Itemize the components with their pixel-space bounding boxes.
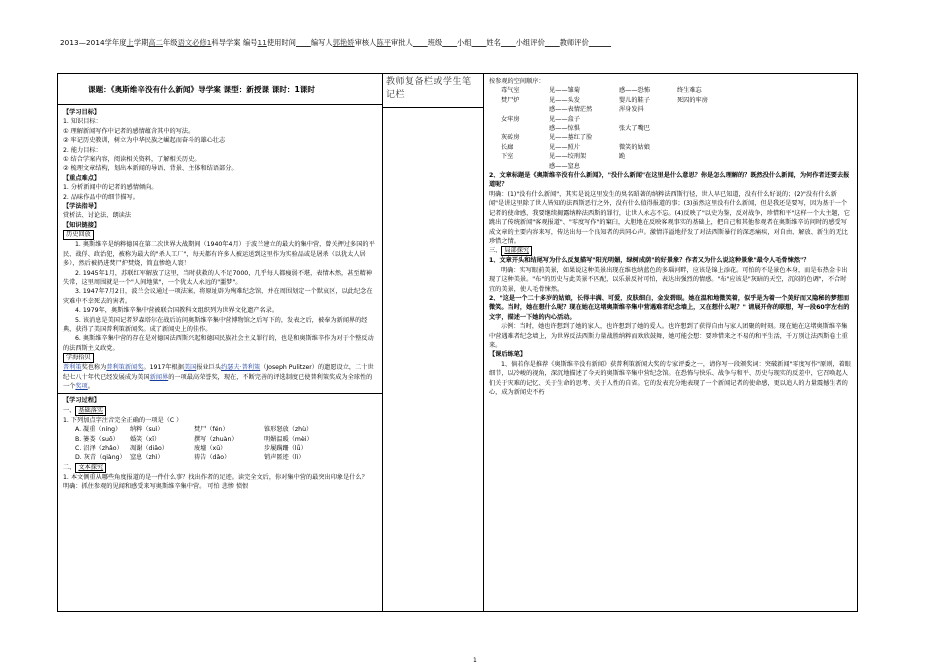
history-paragraph: 6. 奥斯维辛集中营的存在是对德国法西斯兴起和德国民族社会主义罪行的，也是和奥斯维辛作为对于个整反动的法西斯主义政党。 — [63, 335, 374, 352]
header-part: 2013—2014学年度 — [60, 38, 127, 47]
header-part: ____ — [500, 38, 516, 47]
poem-cell — [677, 152, 852, 161]
section-label — [63, 230, 377, 240]
process-title: 【学习过程】 — [63, 397, 101, 405]
poem-cell: 浑身发抖 — [619, 106, 644, 114]
option-cell: A. 凝重（níng） — [75, 426, 122, 434]
poem-cell: 感——恐怖 — [619, 87, 650, 95]
poem-cell: 见——雏菊 — [549, 87, 580, 95]
question-4: 1、文章开头和结尾写为什么反复描写"阳光明媚，绿树成荫"的好景象？作者又为什么说这种景象"最令人毛骨悚然"？ — [489, 257, 810, 265]
header-part: ____ — [412, 38, 428, 47]
header-part: 陈平 — [376, 38, 392, 47]
local-num: 三、 — [489, 247, 502, 255]
header-part: 上 — [126, 38, 134, 47]
text-line: ② 梳理文章结构，划出本新闻的导语、背景、主体和结语部分。 — [63, 165, 238, 173]
text-line: 【学法指导】 — [63, 203, 101, 211]
poem-cell: 见——绞刑架 — [549, 153, 587, 161]
text-line: 1. 分析新闻中的记者的感情倾向。 — [63, 184, 158, 192]
answer-2: 明确：抓住参观的见闻和感受来写奥斯维辛集中营。 可怕 悲惨 愤恨 — [63, 483, 249, 491]
left-column — [57, 73, 383, 612]
option-row — [63, 444, 377, 453]
header-part: 语文必修1 — [177, 38, 212, 47]
header-part: 小组 — [457, 38, 472, 47]
poem-row — [489, 133, 852, 142]
header-part: 小组评价 — [515, 38, 545, 47]
poem-cell: 灰砖房 — [501, 134, 520, 142]
poem-cell: 终生难忘 — [677, 87, 702, 95]
text-line: 【学习目标】 — [63, 109, 101, 116]
local-box: 局部探究 — [501, 246, 532, 256]
poem-cell: 见——墓红了脸 — [549, 134, 593, 142]
option-cell: C. 沼泽（zhǎo） — [75, 445, 123, 452]
pulitzer-part: 的一项最高荣誉奖，现在，不断完善的评选制度已使普利策奖成为全球性的一个 — [63, 373, 373, 390]
practice-title: 【课后练笔】 — [489, 351, 527, 359]
pulitzer-part: 约瑟夫·普利策 — [221, 364, 261, 372]
poem-row — [489, 105, 852, 114]
poem-cell — [677, 115, 852, 124]
text-box: 文本探究 — [75, 463, 106, 473]
poem-cell — [677, 133, 852, 142]
pulitzer-label: 学海拾贝 — [63, 353, 94, 363]
header-part: 11 — [257, 38, 267, 47]
header-part: ____ — [442, 38, 458, 47]
history-paragraph: 4. 1979年，奥斯维辛集中营被联合国教科文组织列为世界文化遗产名录。 — [75, 307, 279, 315]
poem-cell: 见——盒子 — [549, 115, 580, 123]
poem-cell — [677, 105, 852, 114]
option-cell: B. 篓娄（suō） — [75, 435, 119, 443]
poem-cell: 婴儿的鞋子 — [619, 96, 650, 104]
poem-cell: 死囚的牢房 — [677, 96, 708, 104]
pulitzer-part: （Joseph Pulitzer）的遗愿设立，二十世纪七八十年代已经发展成为美国 — [63, 364, 374, 381]
lesson-title: 课题：《奥斯维辛没有什么新闻》导学案 课型：新授课 课时：1课时 — [58, 74, 382, 105]
question-2: 1. 本文侧重从哪些角度报道的是一件什么事？找出作者的足迹。读完全文后，你对集中营的最突出印象是什么？ — [63, 473, 368, 481]
pulitzer-part: 新闻界 — [149, 373, 169, 381]
poem-cell: 见——照片 — [549, 143, 580, 151]
header-part: 科导学案 编号 — [211, 38, 258, 47]
option-row — [63, 425, 377, 434]
poem-cell — [501, 105, 549, 114]
text-line: ② 牢记历史教训，树立为中华民族之崛起而奋斗的雄心壮志 — [63, 137, 226, 145]
left-body — [58, 105, 382, 611]
poem-cell — [677, 143, 852, 152]
answer-5: 示例：当时，她也许想到了她的家人，也许想到了她的爱人。也许想到了获得自由与家人团聚的时刻。现在她在这堵奥斯维辛集中营遇难者纪念墙上，为世界反法西斯力量战胜纳粹而欢欣鼓舞，她可能会想：要珍惜来之不易的和平生活，千万别让法西斯卷土重来。 — [489, 323, 848, 349]
poem-cell — [619, 115, 677, 124]
option-cell: 凋谢（diāo） — [130, 445, 168, 452]
poem-row — [489, 143, 852, 152]
option-cell: 废墟（xū） — [194, 445, 227, 452]
notes-title: 教师复备栏或学生笔记栏 — [386, 77, 472, 100]
pulitzer-part: 。 — [87, 382, 94, 390]
history-paragraph: 3. 1947年7月2日，波兰会议通过一项法案，将原址辟为殉难纪念馆，并在周围划定一个默哀区，以此纪念在灾难中不幸死去的害者。 — [63, 288, 373, 305]
answer-4: 明确：实写眼前美景，如果说这种美景出现在维也纳蓝色的多瑙河畔，应该是锦上添花。可怕的不是景色本身，而是布热金卡出现了这种美景。"布"的历史与此美景不匹配，以乐景反衬可怕，表达出强烈的情感。"布"应该是"灰暗的天空，沉闷的色调"，不合时宜的美景，使人毛骨悚然。 — [489, 266, 848, 293]
header-part: ______ — [588, 38, 612, 47]
poem-cell: 下室 — [501, 153, 514, 161]
header-part: 郭艳娇 — [332, 38, 355, 47]
option-cell: 焚尸（fén） — [194, 426, 229, 434]
history-paragraph: 5. 该消息是美国记者罗森塔尔在战后访问奥斯维辛集中营博物馆之后写下的，发表之后，被奉为新闻界的经典，获得了美国普利策新闻奖。成了新闻史上的佳作。 — [63, 316, 368, 333]
header-part: ____ — [471, 38, 487, 47]
poem-row — [489, 162, 852, 171]
pulitzer-paragraph — [63, 363, 377, 391]
poem-cell: 长廊 — [501, 143, 514, 151]
text-heading — [63, 463, 377, 473]
option-cell: 撰写（zhuàn） — [194, 435, 238, 443]
pulitzer-part: 。1917年根据 — [143, 364, 184, 372]
poem-row — [489, 152, 852, 161]
basic-box: 基础落实 — [75, 406, 106, 416]
local-heading — [489, 246, 852, 256]
text-line: 1. 知识目标： — [63, 118, 102, 126]
poem-cell: 感——窒息 — [549, 162, 580, 170]
option-cell: 纳粹（suì） — [130, 426, 164, 434]
option-cell: 步履蹒跚（lǚ） — [264, 445, 307, 452]
header-part: 姓名 — [486, 38, 501, 47]
poem-cell — [677, 124, 852, 133]
pulitzer-part: 报业巨头 — [196, 364, 222, 372]
poem-row — [489, 86, 852, 95]
history-paragraph: 1. 奥斯维辛是纳粹德国在第二次世界大战期间（1940年4月）于波兰建立的最大的集中营，曾关押过多国的平民、战俘、政治犯，被称为最大的"杀人工厂"，每天都有许多人被运送到这里作为实验品或是屠杀（以犹太人居多），然后被扔进焚尸炉焚烧，简直惨绝人寰！ — [63, 241, 375, 268]
pulitzer-part: 美国 — [183, 364, 197, 372]
option-cell: D. 灰青（qiàng） — [75, 454, 126, 462]
option-row — [63, 435, 377, 444]
text-line: 赏析法、讨论法、朗读法 — [63, 212, 132, 220]
option-cell: 婚笑（xī） — [130, 435, 161, 443]
right-column — [484, 73, 858, 612]
poem-cell: 跪 — [619, 153, 626, 161]
notes-column — [382, 73, 484, 612]
poem-row — [489, 124, 852, 133]
text-line: 2. 能力目标： — [63, 146, 102, 154]
history-paragraph: 2. 1945年1月，苏联红军解放了这里，当时获救的人不足7000，几乎每人都瘦弱不堪，表情木然，甚至精神失常，这里周围就是一个"人间地狱"，一个犹太人永远的"噩梦"。 — [63, 269, 372, 286]
header-part: 审批人 — [391, 38, 413, 47]
text-line: 【知识链接】 — [63, 221, 101, 229]
text-line: ① 理解新闻写作中记者的感情蕴含其中的写法。 — [63, 127, 195, 135]
header-part: 学期 — [133, 38, 149, 47]
poem-row — [489, 96, 852, 105]
poem-cell: 感——惊惧 — [549, 125, 580, 133]
header-part: 审核人 — [354, 38, 377, 47]
poem-cell: 张大了嘴巴 — [619, 125, 650, 133]
text-line: ① 结合学案内容，阅读相关资料，了解相关历史。 — [63, 156, 201, 164]
poem-row — [489, 115, 852, 124]
question-5: 2、"这是一个二十多岁的姑娘，长得丰满、可爱，皮肤细白，金发碧眼。她在温和地微笑着，似乎是为着一个美好而又隐秘的梦想而微笑。当时，她在想什么呢？现在她在这堵奥斯维辛集中营遇难者纪念墙上，又在想什么呢？" 请展开你的联想，写一段60字左右的文字，描述一下她的内心活动。 — [489, 294, 850, 321]
header-part: 高二 — [148, 38, 163, 47]
pulitzer-part: 普利策新闻奖 — [106, 364, 144, 372]
notes-divider — [382, 107, 483, 108]
pulitzer-part: 奖也称为 — [81, 364, 107, 372]
poem-cell: 焚尸炉 — [501, 96, 520, 104]
order-title: 按参观的空间顺序： — [489, 78, 545, 85]
text-line: 【重点难点】 — [63, 174, 101, 182]
text-line: 2. 品味作品中的细节描写。 — [63, 193, 139, 201]
poem-cell — [501, 162, 549, 171]
header-part: ____ — [296, 38, 311, 47]
header-part: ____ — [544, 38, 560, 47]
poem-cell — [501, 124, 549, 133]
pulitzer-part: 奖项 — [75, 382, 88, 390]
question-1: 1. 下列加点字注音完全正确的一项是（C ） — [63, 416, 183, 424]
divider — [58, 393, 382, 394]
poem-cell — [677, 162, 852, 171]
right-body — [484, 74, 857, 610]
header-part: 班级 — [427, 38, 443, 47]
poem-cell: 女牢房 — [501, 115, 520, 123]
header-part: 教师评价 — [559, 38, 589, 47]
document-header — [60, 38, 890, 48]
pulitzer-part: 普利策 — [63, 364, 82, 372]
header-part: 使用时间 — [266, 38, 297, 47]
option-cell: 锥形怒放（zhù） — [264, 426, 313, 434]
option-cell: 祷告（dǎo） — [194, 454, 231, 462]
section-label — [63, 353, 377, 363]
poem-cell — [619, 162, 677, 171]
text-num: 二、 — [63, 463, 76, 471]
poem-cell: 见——头发 — [549, 96, 580, 104]
poem-cell: 感——表情茫然 — [549, 106, 593, 114]
option-cell: 销声匿迹（lì） — [264, 454, 305, 462]
answer-3: 明确：(1)"没有什么新闻"，其实是说这里发生的臭名昭著的纳粹法西斯行径，世人早已知道，没有什么好说的；(2)"没有什么新闻"是讲这里除了世人皆知的法西斯恶行之外，没有什么值得报道的事；(3)虽然这里没有什么新闻，但是我还是要写，因为基于一个记者的使命感，我要继续揭露纳粹法西斯的罪行，让世人永志不忘。(4)反映了"以史为鉴，反对战争，珍惜和平"这样一个大主题，它跳出了传统新闻"客观报道"、"零度写作"的窠臼，大胆地在反映客观事实的基础上，把自己和其他参观者在奥斯维辛访问时的感受写成文章的主要内容来写，传达出每一个良知者的共同心声。激情洋溢地抒发了对法西斯暴行的深恶痛疾，对自由、解放、新生的无比珍惜之情。 — [489, 190, 850, 245]
option-row — [63, 453, 377, 462]
option-cell: 明媚温暖（mèi） — [264, 435, 313, 443]
poem-cell: 毒气室 — [501, 87, 520, 95]
header-part: 年级 — [163, 38, 178, 47]
history-label: 历史回放 — [63, 230, 94, 240]
poem-cell: 微笑的姑娘 — [619, 143, 650, 151]
header-part: 编写人 — [310, 38, 333, 47]
basic-heading — [63, 406, 377, 416]
practice-text: 1、倘若你是推荐《奥斯维辛没有新闻》获普利策新闻大奖的专家评委之一，请你写一段颁奖词：突破新闻"零度写作"原则，着眼细节，以冷峻的视角，深沉地描述了今天的奥斯维辛集中营纪念馆。在恐怖与快乐、战争与和平、历史与现实的反差中，它召唤起人们关于灾难的记忆、关于生命的思考、关于人性的自省。它的发表充分地表现了一个新闻记者的使命感，更以追人的力量震撼生者的心，成为新闻史不朽 — [489, 360, 851, 396]
poem-cell — [619, 133, 677, 142]
page-number: 1 — [473, 657, 477, 664]
option-cell: 窒息（zhì） — [130, 454, 164, 462]
basic-num: 一、 — [63, 406, 76, 414]
question-3: 2、文章标题是《奥斯维辛没有什么新闻》，"没什么新闻"在这里是什么意思？你是怎么理解的？既然没什么新闻，为何作者还要去报道呢？ — [489, 172, 850, 189]
